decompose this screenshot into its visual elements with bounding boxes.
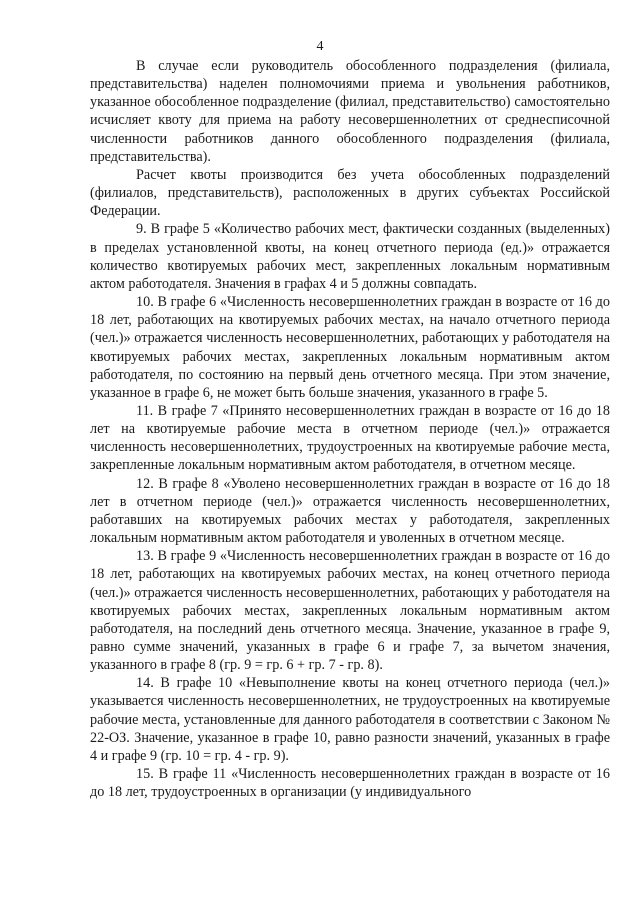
paragraph-item-14: 14. В графе 10 «Невыполнение квоты на конец отчетного периода (чел.)» указывается численность несовершеннолетних, не трудоустроенных на квотируемые рабочие места, установленные для данного работодателя в соответствии с Законом № 22-ОЗ. Значение, указанное в графе 10, равно разности значений, указанных в графе 4 и графе 9 (гр. 10 = гр. 4 - гр. 9). xyxy=(90,675,610,764)
paragraph-item-9: 9. В графе 5 «Количество рабочих мест, фактически созданных (выделенных) в пределах установленной квоты, на конец отчетного периода (ед.)» отражается количество квотируемых рабочих мест, закрепленных локальным нормативным актом работодателя. Значения в графах 4 и 5 должны совпадать. xyxy=(90,221,610,292)
paragraph-item-13: 13. В графе 9 «Численность несовершеннолетних граждан в возрасте от 16 до 18 лет, работающих на квотируемых рабочих местах, на конец отчетного периода (чел.)» отражается численность несовершеннолетних, работающих у работодателя на квотируемых рабочих местах, закрепленных локальным нормативным актом работодателя, на последний день отчетного месяца. Значение, указанное в графе 9, равно сумме значений, указанных в графе 6 и графе 7, за вычетом значения, указанного в графе 8 (гр. 9 = гр. 6 + гр. 7 - гр. 8). xyxy=(90,548,610,674)
paragraph-item-11: 11. В графе 7 «Принято несовершеннолетних граждан в возрасте от 16 до 18 лет на квотируемые рабочие места в отчетном периоде (чел.)» отражается численность несовершеннолетних, трудоустроенных на квотируемые рабочие места, закрепленные локальным нормативным актом работодателя, в отчетном месяце. xyxy=(90,402,610,474)
paragraph-item-15: 15. В графе 11 «Численность несовершеннолетних граждан в возрасте от 16 до 18 лет, трудоустроенных в организации (у индивидуального xyxy=(90,766,610,801)
paragraph-branch-quota: В случае если руководитель обособленного подразделения (филиала, представительства) наделен полномочиями приема и увольнения работников, указанное обособленное подразделение (филиал, представительство) самостоятельно исчисляет квоту для приема на работу несовершеннолетних от среднесписочной численности работников данного обособленного подразделения (филиала, представительства). xyxy=(90,58,610,165)
paragraph-item-12: 12. В графе 8 «Уволено несовершеннолетних граждан в возрасте от 16 до 18 лет в отчетном периоде (чел.)» отражается численность несовершеннолетних, работавших на квотируемых рабочих местах у работодателя, закрепленных локальным нормативным актом работодателя и уволенных в отчетном месяце. xyxy=(90,475,610,547)
page-number: 4 xyxy=(316,39,324,54)
document-body xyxy=(90,57,610,801)
paragraph-item-10: 10. В графе 6 «Численность несовершеннолетних граждан в возрасте от 16 до 18 лет, работающих на квотируемых рабочих местах, на начало отчетного периода (чел.)» отражается численность несовершеннолетних, работающих у работодателя на квотируемых рабочих местах, закрепленных локальным нормативным актом работодателя, по состоянию на первый день отчетного месяца. При этом значение, указанное в графе 6, не может быть больше значения, указанного в графе 5. xyxy=(90,294,610,401)
paragraph-quota-calculation: Расчет квоты производится без учета обособленных подразделений (филиалов, представительств), расположенных в других субъектах Российской Федерации. xyxy=(90,166,610,220)
